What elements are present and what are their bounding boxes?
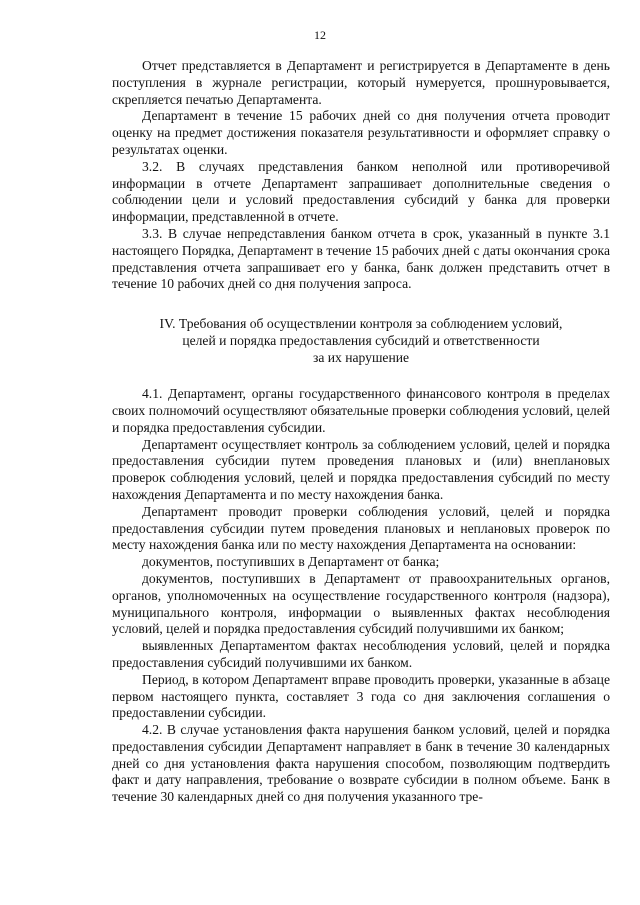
section-heading — [112, 315, 610, 366]
section-heading-line: целей и порядка предоставления субсидий и ответственности — [182, 333, 540, 349]
paragraph: документов, поступивших в Департамент от банка; — [142, 554, 440, 570]
paragraph: документов, поступивших в Департамент от правоохранительных органов, органов, уполномоченных на осуществление государственного контроля (надзора), муниципального контроля, информации о выявленных фактах несоблюдения условий, целей и порядка предоставления субсидий получившими их банком; — [112, 570, 610, 637]
paragraph: 4.2. В случае установления факта нарушения банком условий, целей и порядка предоставления субсидии Департамент направляет в банк в течение 30 календарных дней со дня установления факта нарушения способом, позволяющим подтвердить факт и дату направления, требование о возврате субсидии в полном объеме. Банк в течение 30 календарных дней со дня получения указанного тре- — [112, 722, 610, 805]
paragraph: Период, в котором Департамент вправе проводить проверки, указанные в абзаце первом настоящего пункта, составляет 3 года со дня заключения соглашения о предоставлении субсидии. — [112, 671, 610, 721]
paragraph: 3.3. В случае непредставления банком отчета в срок, указанный в пункте 3.1 настоящего Порядка, Департамент в течение 15 рабочих дней с даты окончания срока представления отчета запрашивает его у банка, банк должен представить отчет в течение 10 рабочих дней со дня получения запроса. — [112, 225, 610, 292]
document-body — [112, 58, 610, 806]
page-number: 12 — [314, 28, 326, 42]
paragraph: выявленных Департаментом фактах несоблюдения условий, целей и порядка предоставления субсидий получившими их банком. — [112, 638, 610, 670]
paragraph: Департамент проводит проверки соблюдения условий, целей и порядка предоставления субсидии путем проведения плановых и неплановых проверок по месту нахождения банка или по месту нахождения Департамента на основании: — [112, 503, 610, 553]
section-heading-line: за их нарушение — [312, 350, 410, 366]
paragraph: 4.1. Департамент, органы государственного финансового контроля в пределах своих полномочий осуществляют обязательные проверки соблюдения условий, целей и порядка предоставления субсидии. — [112, 386, 610, 435]
paragraph: Отчет представляется в Департамент и регистрируется в Департаменте в день поступления в журнале регистрации, который нумеруется, прошнуровывается, скрепляется печатью Департамента. — [112, 58, 610, 107]
paragraph: Департамент осуществляет контроль за соблюдением условий, целей и порядка предоставления субсидии путем проведения плановых и (или) внеплановых проверок соблюдения условий, целей и порядка предоставления субсидий по месту нахождения Департамента и по месту нахождения банка. — [112, 436, 610, 502]
paragraph: Департамент в течение 15 рабочих дней со дня получения отчета проводит оценку на предмет достижения показателя результативности и оформляет справку о результатах оценки. — [112, 108, 610, 157]
section-heading-line: IV. Требования об осуществлении контроля за соблюдением условий, — [159, 316, 563, 332]
paragraph: 3.2. В случаях представления банком неполной или противоречивой информации в отчете Департамент запрашивает дополнительные сведения о соблюдении цели и условий предоставления субсидий у банка для проверки информации, представленной в отчете. — [112, 158, 610, 225]
